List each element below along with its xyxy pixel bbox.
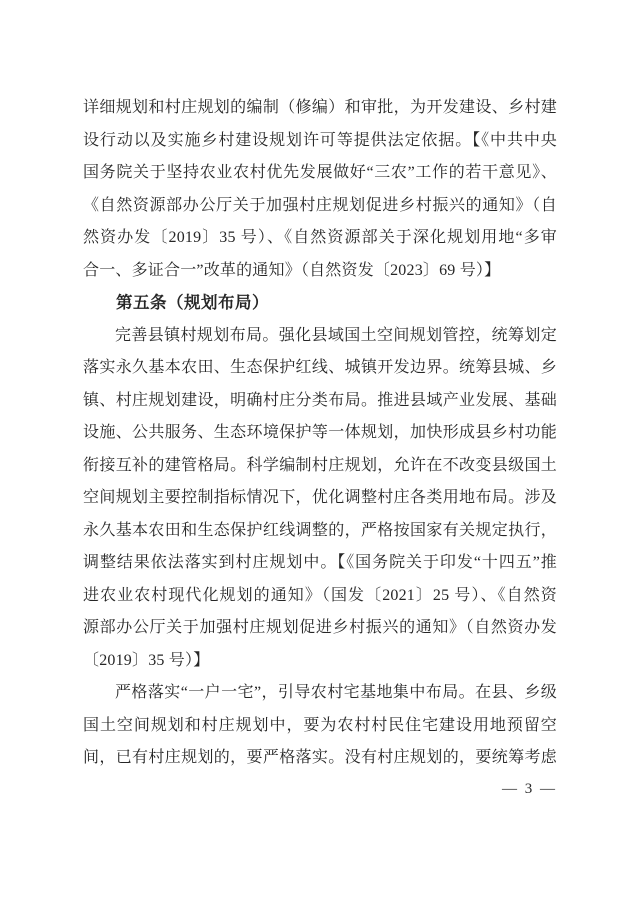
text-line: 〔2019〕35 号）】: [83, 651, 210, 669]
text-line: 源部办公厅关于加强村庄规划促进乡村振兴的通知》（自然资办发: [83, 619, 557, 636]
document-body: [83, 92, 557, 775]
text-line: 进农业农村现代化规划的通知》（国发〔2021〕25 号）、《自然资: [83, 586, 557, 604]
text-line: 国务院关于坚持农业农村优先发展做好“三农”工作的若干意见》、: [83, 164, 557, 181]
section-heading: 第五条（规划布局）: [116, 294, 269, 312]
text-line: 调整结果依法落实到村庄规划中。【《国务院关于印发“十四五”推: [83, 554, 557, 571]
text-line: 《自然资源部办公厅关于加强村庄规划促进乡村振兴的通知》（自: [83, 196, 557, 214]
text-line: 设施、公共服务、生态环境保护等一体规划，加快形成县乡村功能: [83, 424, 557, 441]
page-number: — 3 —: [502, 781, 557, 797]
text-line: 空间规划主要控制指标情况下，优化调整村庄各类用地布局。涉及: [83, 489, 557, 506]
text-line: 衔接互补的建管格局。科学编制村庄规划，允许在不改变县级国土: [83, 456, 557, 474]
text-line: 设行动以及实施乡村建设规划许可等提供法定依据。【《中共中央: [83, 131, 557, 149]
text-line: 完善县镇村规划布局。强化县域国土空间规划管控，统筹划定: [115, 326, 557, 344]
text-line: 然资办发〔2019〕35 号）、《自然资源部关于深化规划用地“多审: [83, 229, 557, 246]
text-line: 落实永久基本农田、生态保护红线、城镇开发边界。统筹县城、乡: [83, 359, 557, 376]
text-line: 国土空间规划和村庄规划中，要为农村村民住宅建设用地预留空: [83, 716, 557, 734]
text-line: 镇、村庄规划建设，明确村庄分类布局。推进县域产业发展、基础: [83, 391, 557, 409]
text-line: 严格落实“一户一宅”，引导农村宅基地集中布局。在县、乡级: [115, 684, 557, 701]
text-line: 永久基本农田和生态保护红线调整的，严格按国家有关规定执行，: [83, 521, 557, 539]
text-line: 合一、多证合一”改革的通知》（自然资发〔2023〕69 号）】: [83, 261, 501, 279]
text-line: 详细规划和村庄规划的编制（修编）和审批，为开发建设、乡村建: [83, 99, 557, 116]
text-line: 间，已有村庄规划的，要严格落实。没有村庄规划的，要统筹考虑: [83, 749, 557, 766]
